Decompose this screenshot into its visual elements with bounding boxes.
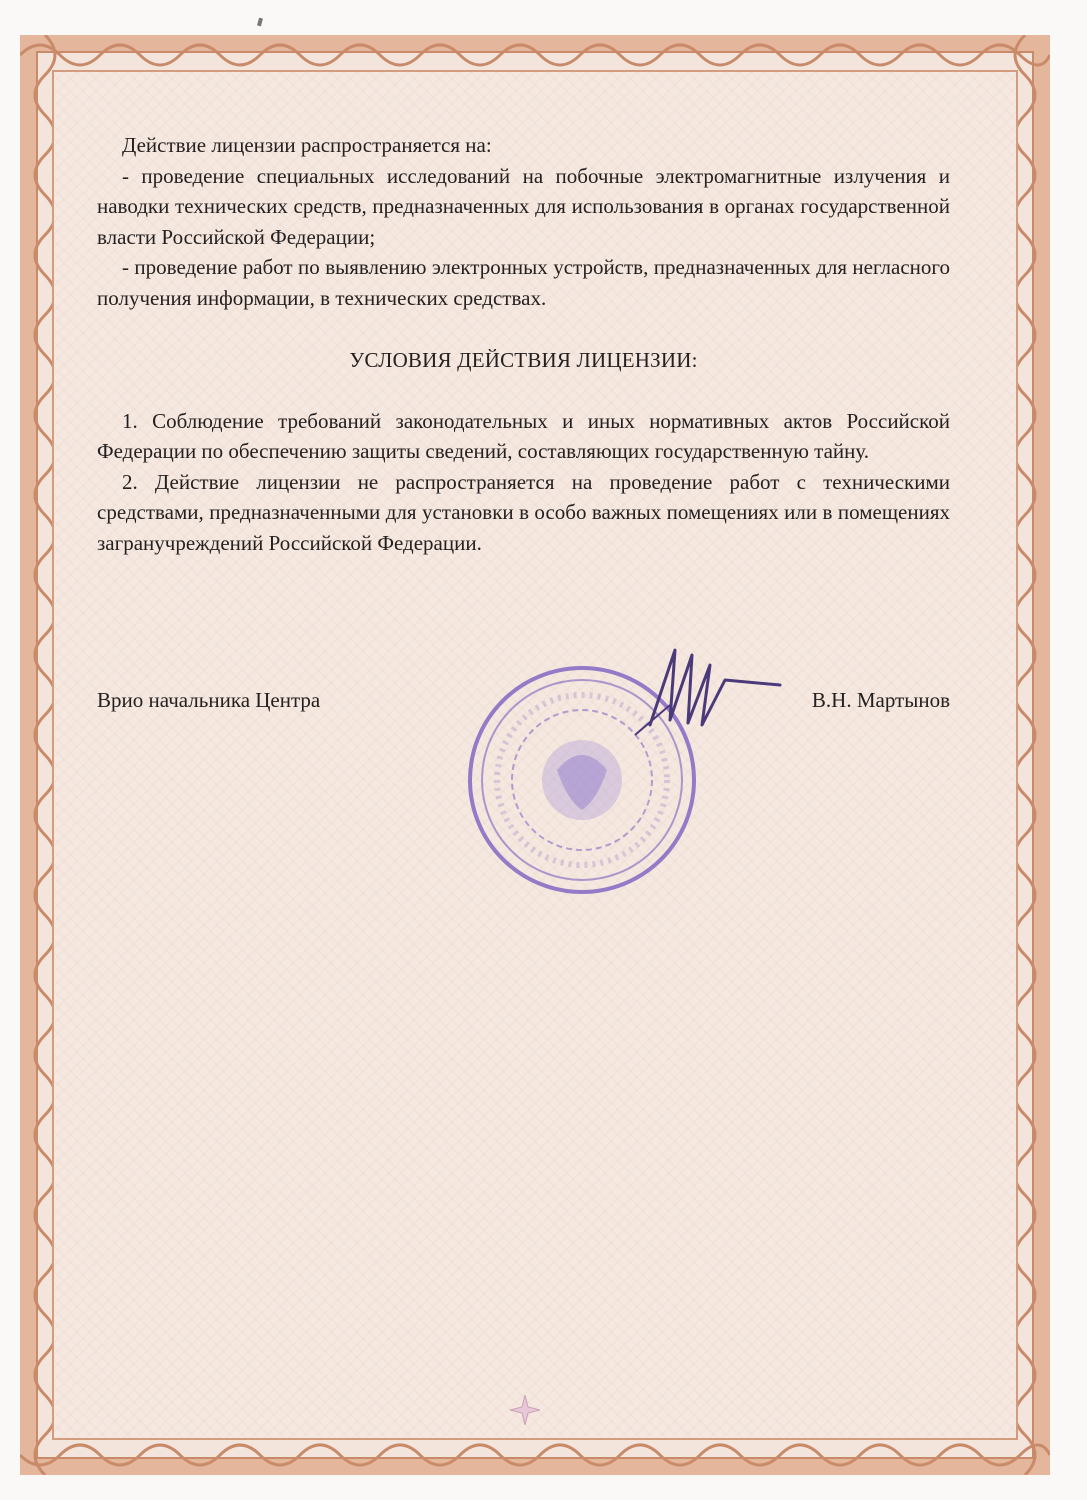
signature-row bbox=[97, 688, 950, 718]
scope-item-2: - проведение работ по выявлению электронных устройств, предназначенных для негласного получения информации, в технических средствах. bbox=[97, 255, 950, 310]
ornament-star-icon bbox=[510, 1395, 540, 1425]
conditions-heading: УСЛОВИЯ ДЕЙСТВИЯ ЛИЦЕНЗИИ: bbox=[349, 348, 698, 372]
signatory-position: Врио начальника Центра bbox=[97, 688, 321, 712]
scope-intro: Действие лицензии распространяется на: bbox=[122, 133, 492, 157]
handwritten-signature-icon bbox=[630, 625, 790, 745]
scope-item-1: - проведение специальных исследований на побочные электромагнитные излучения и наводки технических средств, предназначенных для использования в органах государственной власти Российской Федерации; bbox=[97, 163, 950, 249]
license-body bbox=[97, 130, 950, 558]
border-wave-bottom bbox=[20, 1435, 1050, 1475]
condition-2: 2. Действие лицензии не распространяется на проведение работ с техническими средствами, предназначенными для установки в особо важных помещениях или в помещениях загранучреждений Российской Федерации. bbox=[97, 469, 950, 555]
condition-1: 1. Соблюдение требований законодательных и иных нормативных актов Российской Федерации по обеспечению защиты сведений, составляющих государственную тайну. bbox=[97, 408, 950, 463]
stray-mark bbox=[257, 18, 263, 27]
signatory-name: В.Н. Мартынов bbox=[811, 688, 950, 712]
border-wave-top bbox=[20, 35, 1050, 75]
